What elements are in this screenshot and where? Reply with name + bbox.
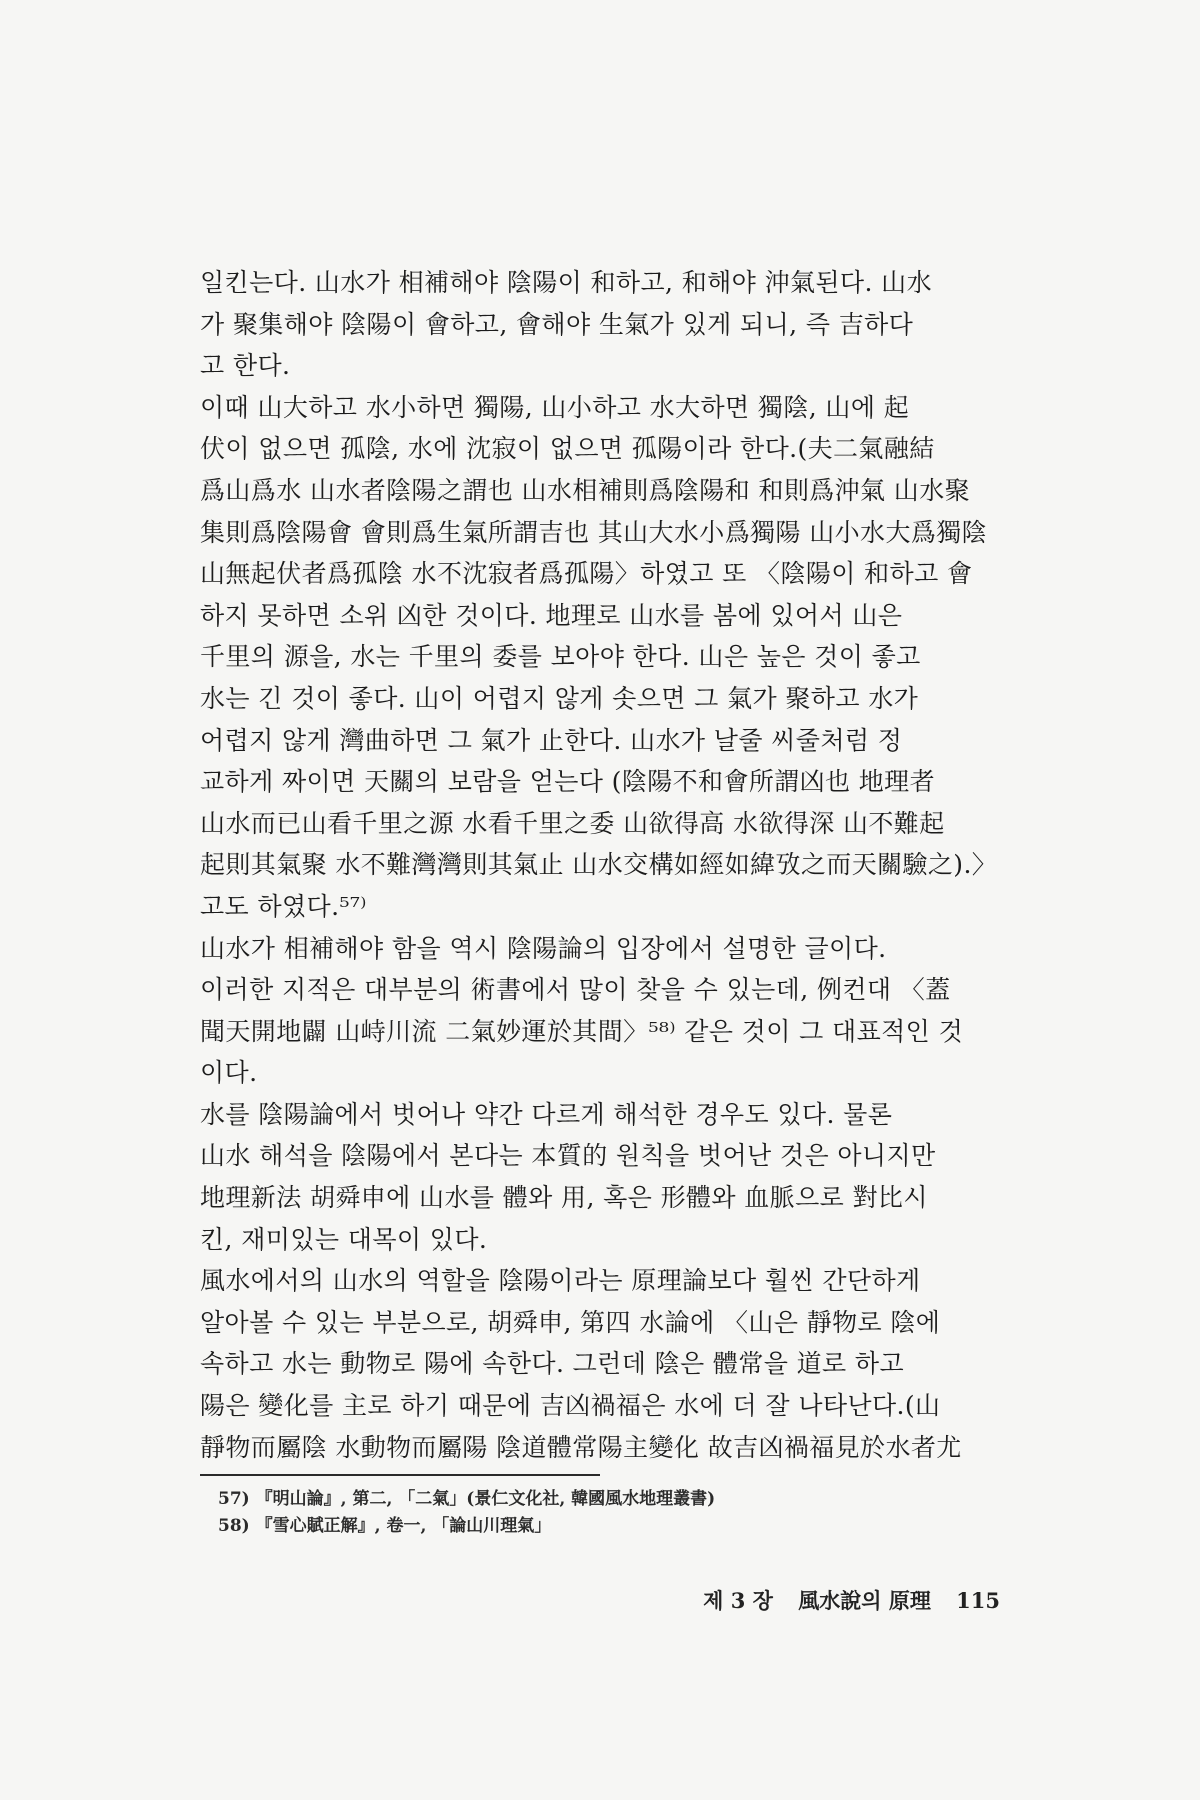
body-text [200,262,1020,1468]
text-line: 陽은 變化를 主로 하기 때문에 吉凶禍福은 水에 더 잘 나타난다.(山 [200,1391,941,1421]
text-line: 이때 山大하고 水小하면 獨陽, 山小하고 水大하면 獨陰, 山에 起 [200,392,910,422]
text-line: 集則爲陰陽會 會則爲生氣所謂吉也 其山大水小爲獨陽 山小水大爲獨陰 [200,517,988,547]
text-line: 起則其氣聚 水不難灣灣則其氣止 山水交構如經如緯攷之而天關驗之).〉 [200,850,998,880]
text-line: 알아볼 수 있는 부분으로, 胡舜申, 第四 水論에 〈山은 靜物로 陰에 [200,1307,941,1337]
chapter-number: 제 3 장 [703,1588,773,1613]
text-line: 이다. [200,1058,258,1088]
text-line: 地理新法 胡舜申에 山水를 體와 用, 혹은 形體와 血脈으로 對比시 [200,1183,928,1213]
text-line: 聞天開地闢 山峙川流 二氣妙運於其間〉⁵⁸⁾ 같은 것이 그 대표적인 것 [200,1016,964,1046]
text-line: 속하고 水는 動物로 陽에 속한다. 그런데 陰은 體常을 道로 하고 [200,1349,905,1379]
footnote-58: 58) 『雪心賦正解』, 卷一, 「論山川理氣」 [218,1516,552,1536]
page-number: 115 [956,1588,1000,1613]
text-line: 千里의 源을, 水는 千里의 委를 보아야 한다. 山은 높은 것이 좋고 [200,642,921,672]
footnote-57: 57) 『明山論』, 第二, 「二氣」(景仁文化社, 韓國風水地理叢書) [218,1489,716,1509]
running-footer [685,1585,1000,1615]
text-line: 일킨는다. 山水가 相補해야 陰陽이 和하고, 和해야 沖氣된다. 山水 [200,268,932,297]
text-line: 山水가 相補해야 함을 역시 陰陽論의 입장에서 설명한 글이다. [200,933,887,963]
text-line: 山水 해석을 陰陽에서 본다는 本質的 원칙을 벗어난 것은 아니지만 [200,1141,936,1171]
text-line: 킨, 재미있는 대목이 있다. [200,1224,488,1254]
text-line: 이러한 지적은 대부분의 術書에서 많이 찾을 수 있는데, 例컨대 〈蓋 [200,975,951,1005]
text-line: 風水에서의 山水의 역할을 陰陽이라는 原理論보다 훨씬 간단하게 [200,1266,921,1296]
text-line: 靜物而屬陰 水動物而屬陽 陰道體常陽主變化 故吉凶禍福見於水者尤 [200,1432,962,1462]
text-line: 伏이 없으면 孤陰, 水에 沈寂이 없으면 孤陽이라 한다.(夫二氣融結 [200,434,935,464]
text-line: 山水而已山看千里之源 水看千里之委 山欲得高 水欲得深 山不難起 [200,808,945,838]
chapter-title: 風水說의 原理 [798,1588,931,1613]
text-line: 교하게 짜이면 天關의 보람을 얻는다 (陰陽不和會所謂凶也 地理者 [200,767,935,797]
text-line: 爲山爲水 山水者陰陽之謂也 山水相補則爲陰陽和 和則爲沖氣 山水聚 [200,475,970,505]
footnote-divider [200,1474,600,1476]
text-line: 하지 못하면 소위 凶한 것이다. 地理로 山水를 봄에 있어서 山은 [200,600,903,630]
text-line: 山無起伏者爲孤陰 水不沈寂者爲孤陽〉하였고 또 〈陰陽이 和하고 會 [200,559,973,589]
text-line: 水는 긴 것이 좋다. 山이 어렵지 않게 솟으면 그 氣가 聚하고 水가 [200,683,919,713]
text-line: 고 한다. [200,351,291,381]
text-line: 어렵지 않게 灣曲하면 그 氣가 止한다. 山水가 날줄 씨줄처럼 정 [200,725,903,755]
text-line: 水를 陰陽論에서 벗어나 약간 다르게 해석한 경우도 있다. 물론 [200,1099,893,1129]
text-line: 고도 하였다.⁵⁷⁾ [200,891,367,921]
footnotes [218,1486,978,1540]
text-line: 가 聚集해야 陰陽이 會하고, 會해야 生氣가 있게 되니, 즉 吉하다 [200,309,914,339]
